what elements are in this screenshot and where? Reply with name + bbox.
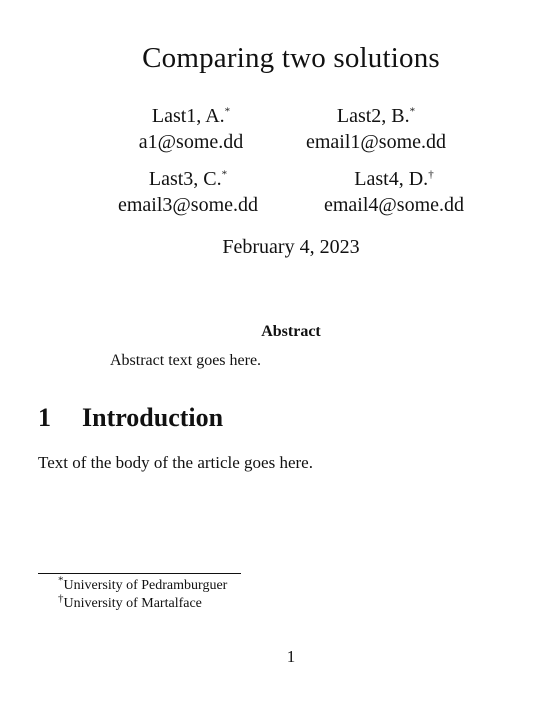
footnote-mark: * — [58, 574, 64, 587]
author-block — [266, 103, 486, 155]
abstract-text: Abstract text goes here. — [110, 352, 262, 369]
section-title: Introduction — [82, 403, 224, 432]
footnote-text: University of Martalface — [63, 596, 202, 611]
footnote-rule — [38, 573, 241, 574]
author-name: Last4, D.† — [354, 168, 434, 190]
author-name: Last2, B.* — [336, 105, 416, 127]
affiliation-mark: † — [428, 168, 434, 181]
footnote — [58, 592, 202, 612]
author-email: email4@some.dd — [323, 194, 465, 216]
author-block — [284, 166, 504, 218]
paper-title: Comparing two solutions — [142, 42, 440, 74]
abstract-heading: Abstract — [261, 323, 321, 340]
author-email: email1@some.dd — [305, 131, 447, 153]
footnote-mark: † — [58, 592, 64, 605]
author-email: email3@some.dd — [117, 194, 259, 216]
page-number: 1 — [286, 647, 296, 666]
affiliation-mark: * — [224, 105, 231, 118]
author-name: Last3, C.* — [148, 168, 228, 190]
author-name: Last1, A.* — [151, 105, 231, 127]
author-email: a1@some.dd — [138, 131, 244, 153]
affiliation-mark: * — [409, 105, 416, 118]
author-block — [78, 166, 298, 218]
section-number: 1 — [38, 403, 51, 432]
footnote — [58, 574, 228, 594]
affiliation-mark: * — [221, 168, 228, 181]
paper-date: February 4, 2023 — [222, 236, 360, 258]
section-body: Text of the body of the article goes here. — [38, 453, 313, 472]
footnote-text: University of Pedramburguer — [63, 578, 228, 593]
section-heading — [38, 403, 223, 433]
